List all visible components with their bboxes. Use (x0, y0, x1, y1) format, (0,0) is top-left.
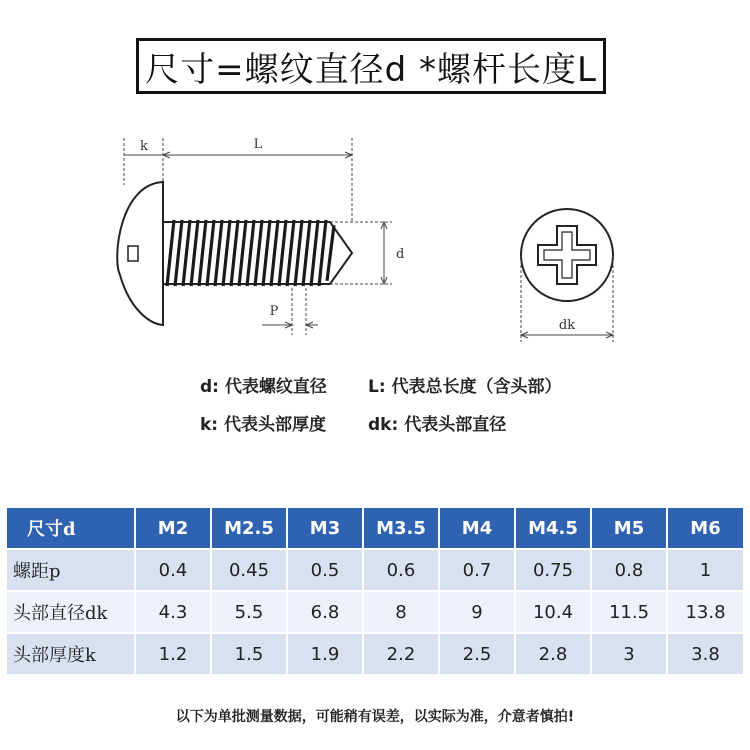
table-cell: 10.4 (515, 591, 591, 633)
table-cell: 2.8 (515, 633, 591, 674)
legend-k: k: 代表头部厚度 (200, 415, 327, 435)
spec-table (7, 508, 743, 674)
table-cell: 6.8 (287, 591, 363, 633)
legend-d: d: 代表螺纹直径 (200, 377, 327, 397)
table-cell: 11.5 (591, 591, 667, 633)
row-label: 头部厚度k (7, 633, 135, 674)
table-cell: 5.5 (211, 591, 287, 633)
header-cell: M2 (135, 508, 211, 549)
header-size: 尺寸d (7, 508, 135, 549)
table-row (7, 633, 743, 674)
table-row (7, 549, 743, 591)
header-cell: M2.5 (211, 508, 287, 549)
header-cell: M3 (287, 508, 363, 549)
table-cell: 0.6 (363, 549, 439, 591)
table-cell: 13.8 (667, 591, 743, 633)
label-P: P (269, 304, 279, 319)
label-d: d (396, 247, 405, 262)
legend-L: L: 代表总长度（含头部） (368, 377, 562, 397)
table-cell: 0.4 (135, 549, 211, 591)
table-cell: 0.8 (591, 549, 667, 591)
label-k: k (140, 139, 148, 154)
label-dk: dk (558, 318, 576, 333)
head-top-view (521, 209, 613, 301)
table-cell: 8 (363, 591, 439, 633)
header-cell: M6 (667, 508, 743, 549)
table-cell: 0.7 (439, 549, 515, 591)
table-cell: 1.9 (287, 633, 363, 674)
table-cell: 3 (591, 633, 667, 674)
table-cell: 1 (667, 549, 743, 591)
table-cell: 1.5 (211, 633, 287, 674)
row-label: 螺距p (7, 549, 135, 591)
title-box (136, 38, 606, 94)
screw-diagram (0, 110, 750, 370)
screw-shank (163, 220, 352, 286)
table-cell: 9 (439, 591, 515, 633)
screw-head (117, 182, 163, 325)
table-header-row (7, 508, 743, 549)
page-title: 尺寸=螺纹直径d *螺杆长度L (145, 49, 597, 90)
table-cell: 0.75 (515, 549, 591, 591)
footnote: 以下为单批测量数据，可能稍有误差，以实际为准，介意者慎拍! (175, 709, 575, 725)
header-cell: M3.5 (363, 508, 439, 549)
table-cell: 3.8 (667, 633, 743, 674)
header-cell: M4.5 (515, 508, 591, 549)
table-cell: 0.5 (287, 549, 363, 591)
label-L: L (253, 137, 263, 152)
row-label: 头部直径dk (7, 591, 135, 633)
table-cell: 4.3 (135, 591, 211, 633)
table-row (7, 591, 743, 633)
table-cell: 1.2 (135, 633, 211, 674)
table-cell: 0.45 (211, 549, 287, 591)
table-cell: 2.5 (439, 633, 515, 674)
table-cell: 2.2 (363, 633, 439, 674)
header-cell: M5 (591, 508, 667, 549)
legend-dk: dk: 代表头部直径 (368, 415, 507, 435)
header-cell: M4 (439, 508, 515, 549)
